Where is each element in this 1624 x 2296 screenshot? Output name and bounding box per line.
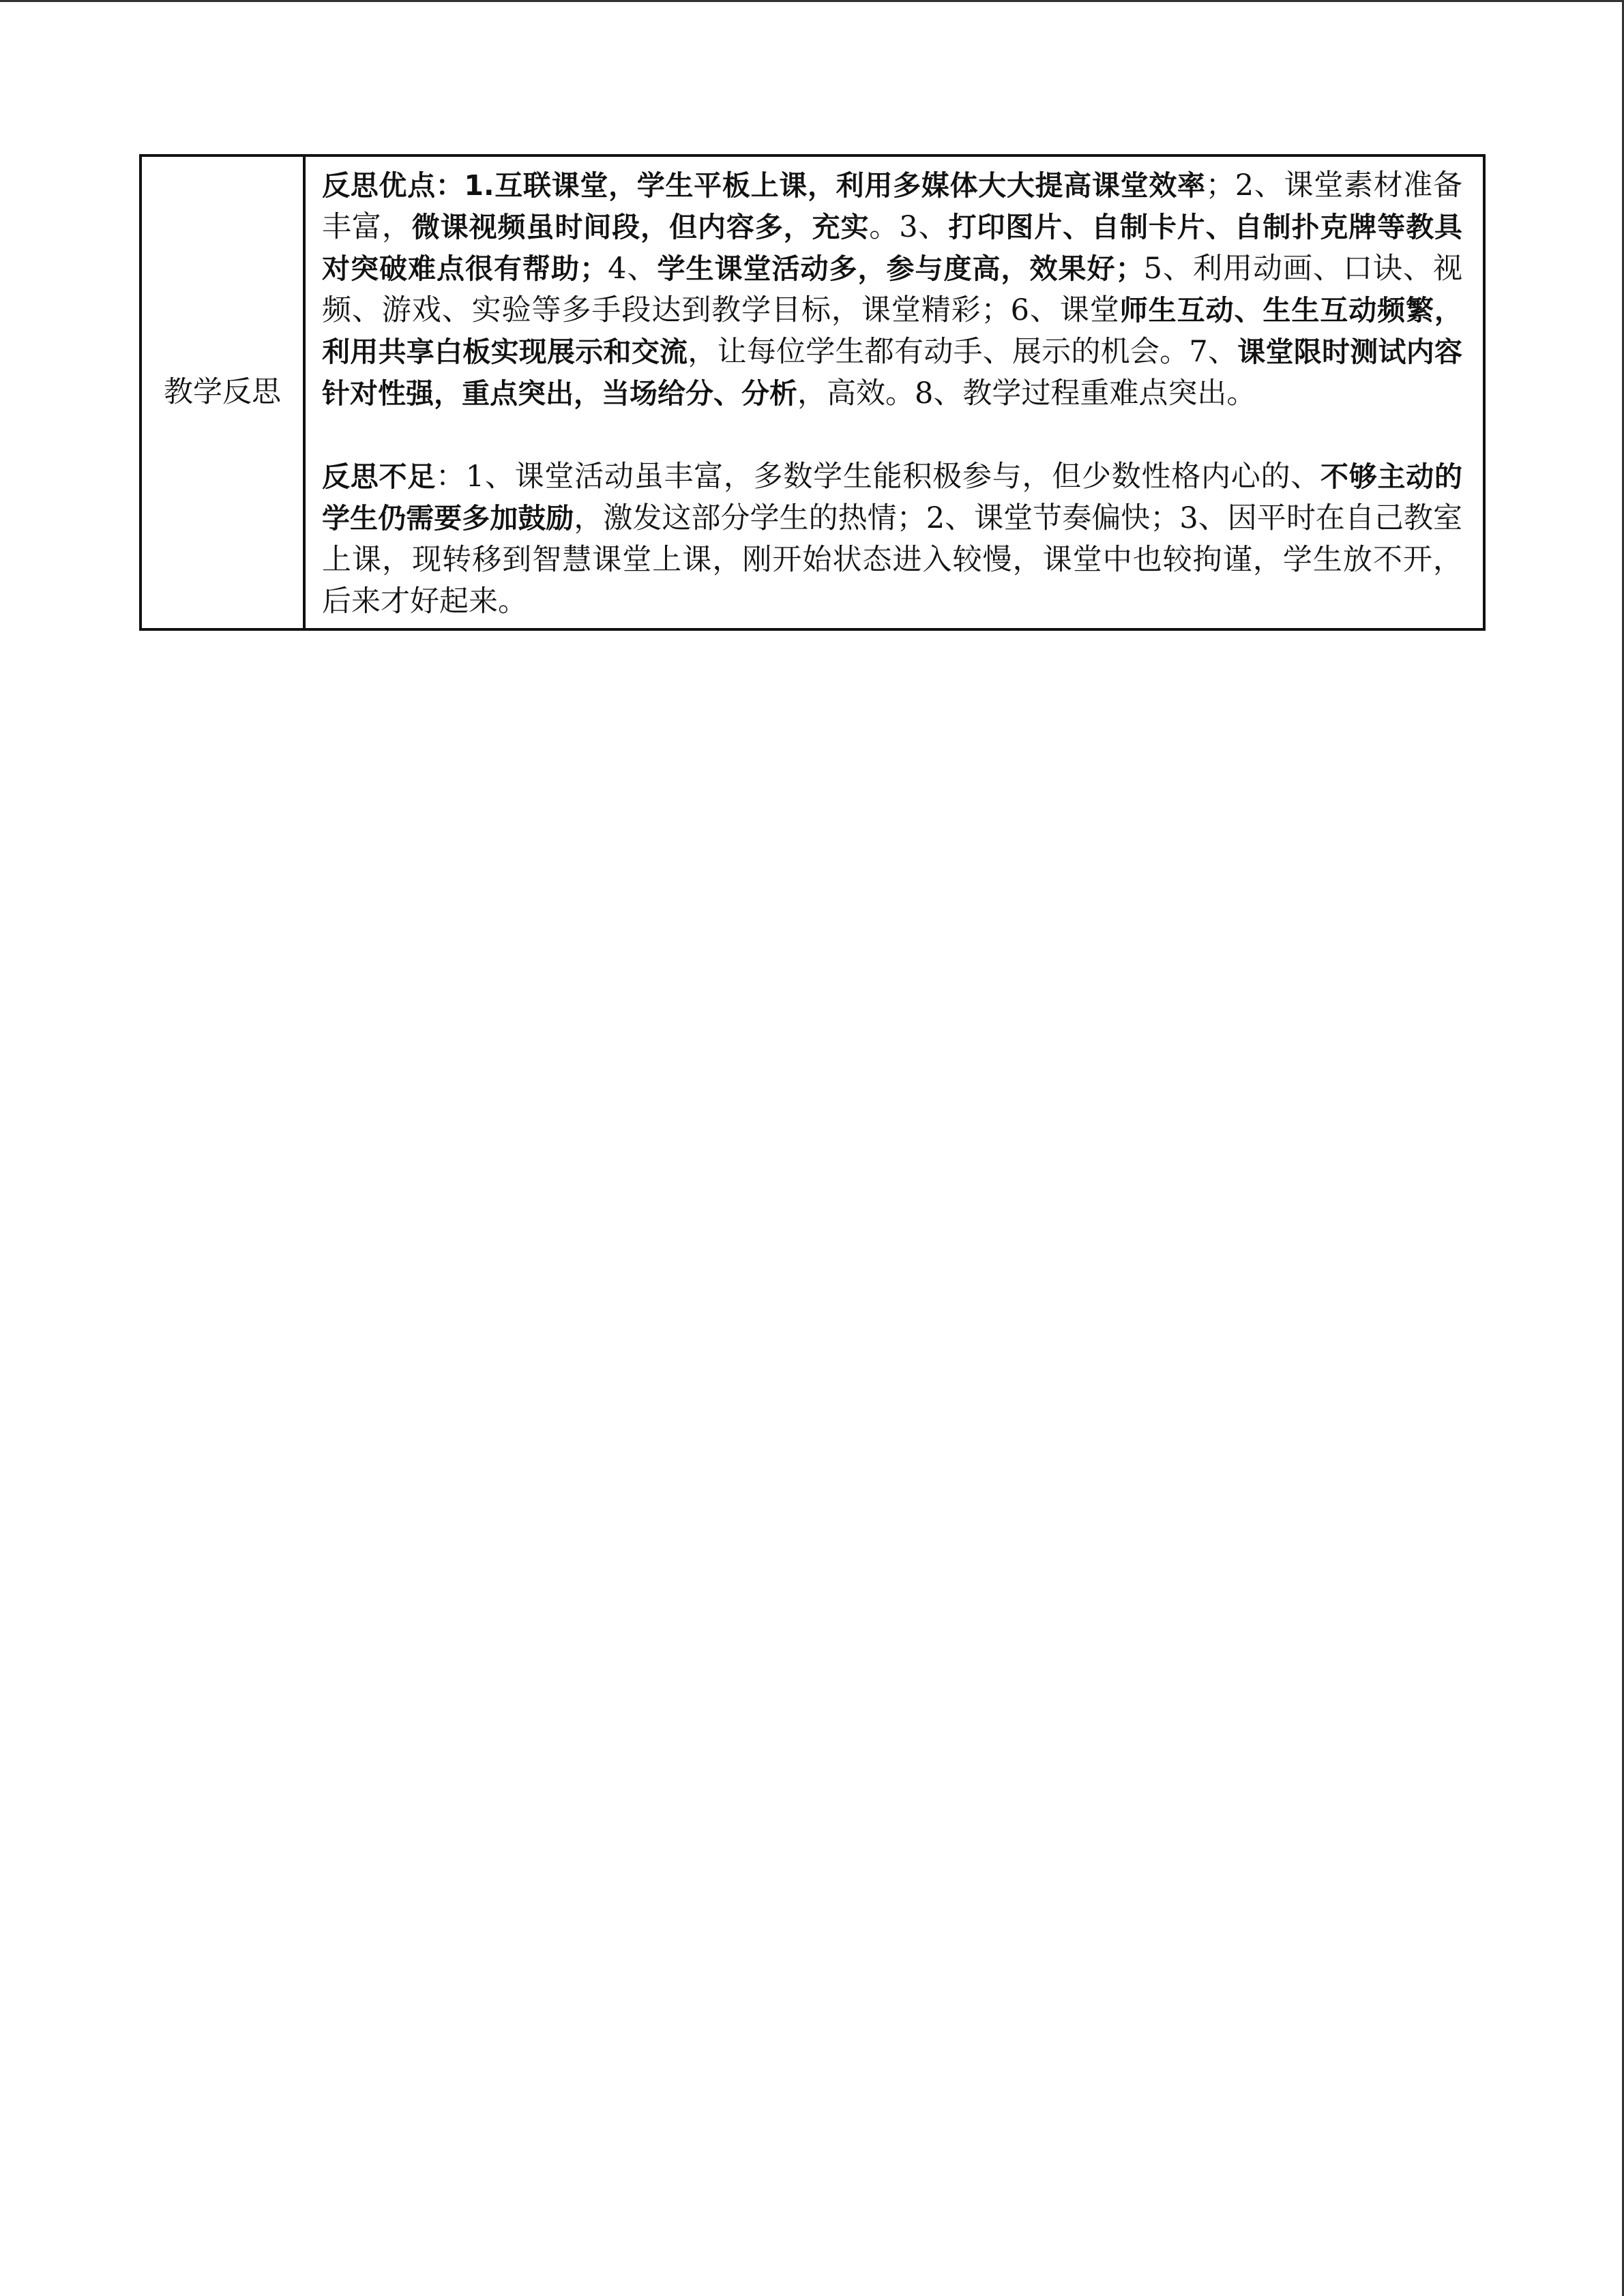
teaching-reflection-table (139, 154, 1486, 631)
strengths-segment: 反思优点：1.互联课堂，学生平板上课，利用多媒体大大提高课堂效率 (322, 169, 1206, 202)
strengths-segment: 4、 (608, 252, 658, 286)
strengths-segment: ，让每位学生都有动手、展示的机会。7、 (688, 335, 1238, 369)
weaknesses-segment: 反思不足 (322, 460, 437, 493)
strengths-segment: 师生互动、生生互动频繁，利用共享白板实现展示和交流 (322, 294, 1463, 368)
strengths-segment: 微课视频虽时间段，但内容多，充实 (411, 211, 870, 243)
weaknesses-segment: ，激发这部分学生的热情；2、课堂节奏偏快；3、因平时在自己教室上课，现转移到智慧课堂上课，刚开始状态进入较慢，课堂中也较拘谨，学生放不开，后来才好起来。 (322, 501, 1462, 618)
strengths-segment: 打印图片、自制卡片、自制扑克牌等教具对突破难点很有帮助； (322, 211, 1463, 285)
table-row (141, 155, 1484, 629)
strengths-segment: 。3、 (869, 210, 949, 244)
strengths-paragraph (322, 165, 1462, 415)
strengths-segment: ；2、课堂素材准备丰富， (322, 168, 1462, 244)
reflection-content-cell (304, 155, 1484, 629)
row-label-cell (141, 155, 304, 629)
weaknesses-paragraph (322, 456, 1462, 623)
row-label: 教学反思 (164, 375, 281, 409)
strengths-segment: 课堂限时测试内容针对性强，重点突出，当场给分、分析 (322, 336, 1463, 410)
strengths-segment: ，高效。8、教学过程重难点突出。 (797, 376, 1256, 411)
strengths-segment: 5、利用动画、口诀、视频、游戏、实验等多手段达到教学目标，课堂精彩；6、课堂 (322, 252, 1463, 327)
strengths-segment: 学生课堂活动多，参与度高，效果好； (657, 252, 1144, 285)
weaknesses-segment: 不够主动的学生仍需要多加鼓励 (322, 460, 1462, 535)
weaknesses-segment: ：1、课堂活动虽丰富，多数学生能积极参与，但少数性格内心的、 (436, 460, 1320, 494)
page-top-border (0, 0, 1624, 2)
